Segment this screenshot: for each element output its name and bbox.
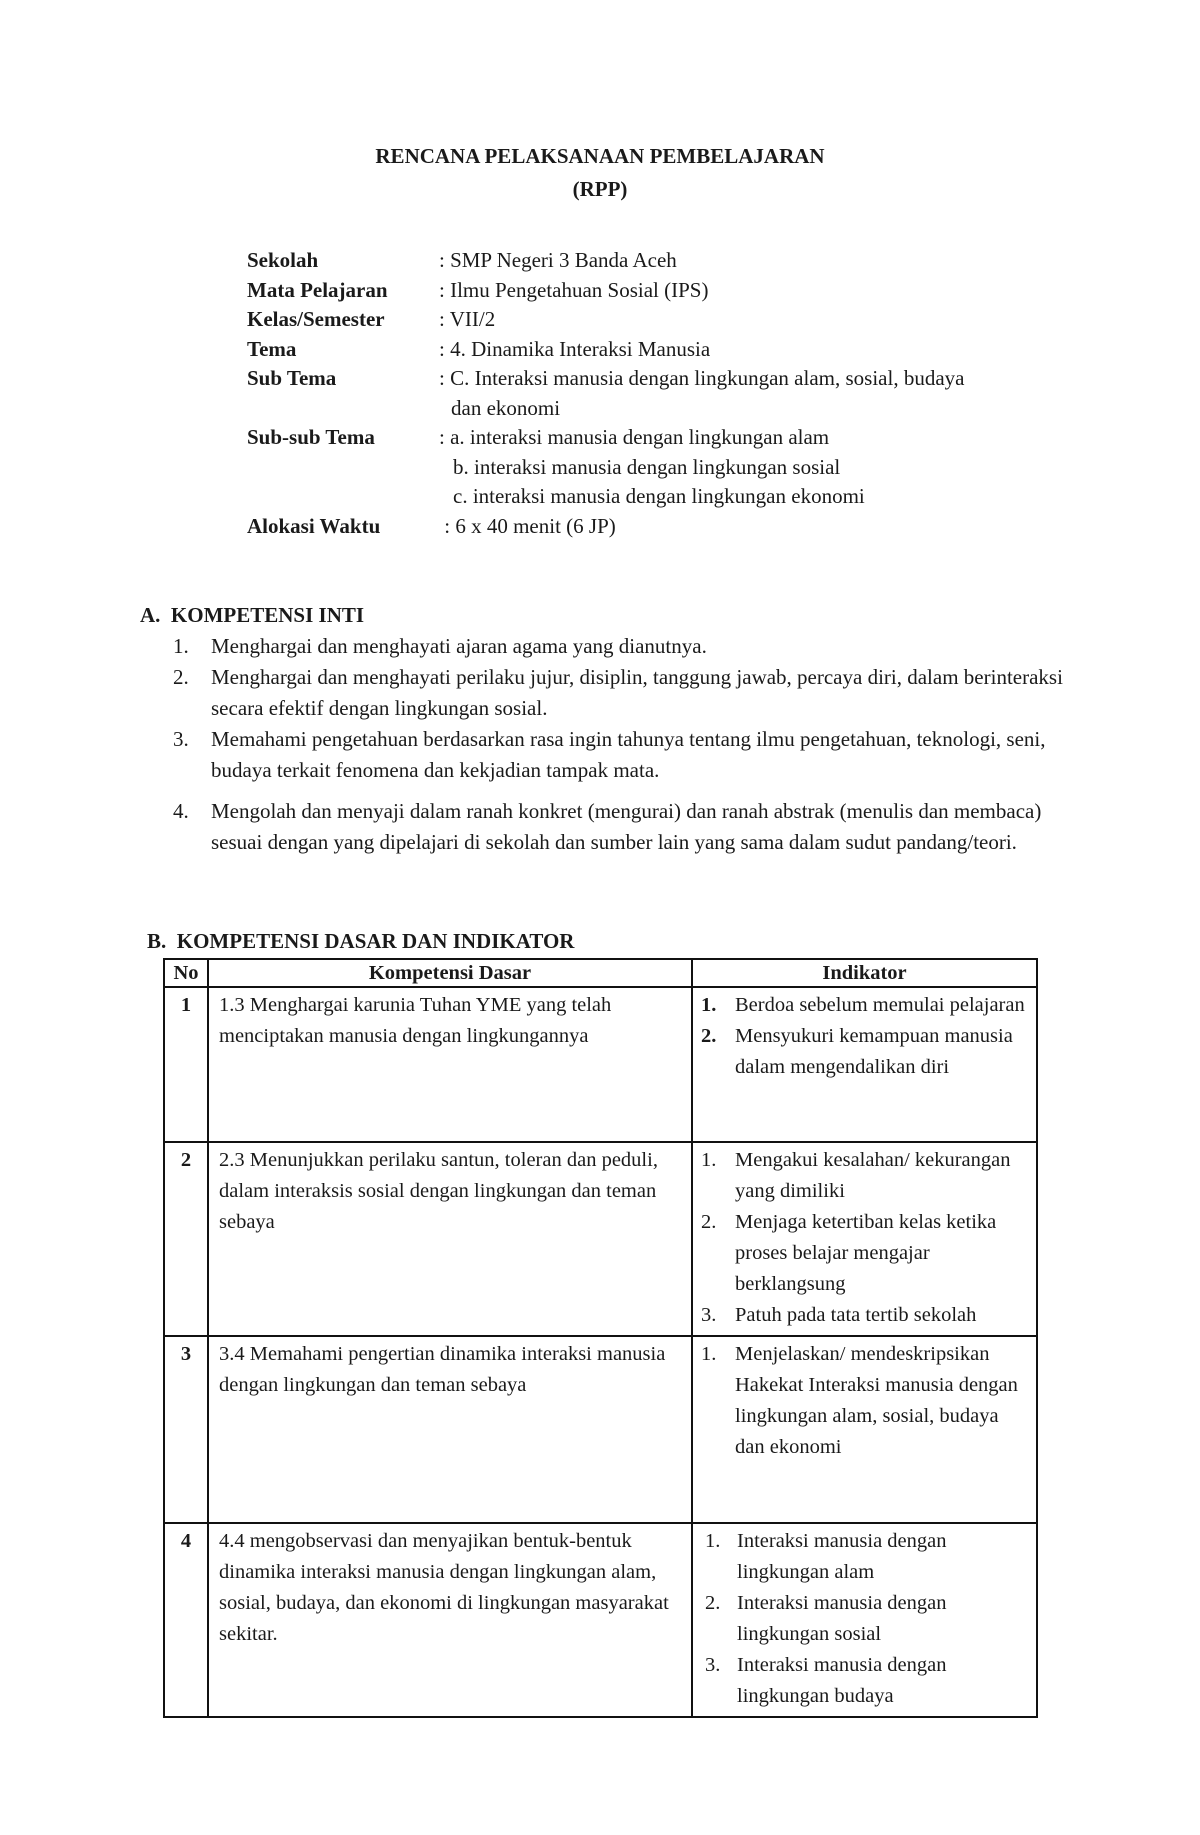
kompetensi-dasar-cell: 4.4 mengobservasi dan menyajikan bentuk-bentuk dinamika interaksi manusia dengan lingkungan alam, sosial, budaya, dan ekonomi di lingkungan masyarakat sekitar. <box>208 1523 692 1717</box>
table-row <box>164 987 1037 1142</box>
list-number: 1. <box>173 634 189 658</box>
list-text: Menjelaskan/ mendeskripsikan Hakekat Interaksi manusia dengan lingkungan alam, sosial, budaya dan ekonomi <box>735 1343 1018 1458</box>
info-value-line: : a. interaksi manusia dengan lingkungan alam <box>439 425 830 449</box>
info-value-continuation: b. interaksi manusia dengan lingkungan sosial <box>453 454 841 479</box>
list-number: 1. <box>701 994 717 1016</box>
list-number: 3. <box>705 1654 721 1676</box>
info-value-line: : C. Interaksi manusia dengan lingkungan alam, sosial, budaya <box>439 366 965 390</box>
list-text: Menghargai dan menghayati ajaran agama yang dianutnya. <box>211 634 707 658</box>
info-value: : 4. Dinamika Interaksi Manusia <box>439 336 711 361</box>
info-value-continuation: dan ekonomi <box>451 395 561 420</box>
info-row-sub-sub-tema <box>247 423 1059 512</box>
info-label: Sub-sub Tema <box>247 425 375 449</box>
info-value <box>439 423 1059 512</box>
section-b-heading: B. KOMPETENSI DASAR DAN INDIKATOR <box>147 929 575 953</box>
info-value: : SMP Negeri 3 Banda Aceh <box>439 248 677 272</box>
list-number: 1. <box>701 1149 717 1171</box>
list-item <box>699 1339 1030 1463</box>
indikator-cell <box>692 987 1037 1142</box>
list-item <box>173 796 1073 858</box>
info-row-tema <box>247 335 1059 365</box>
column-header-indikator: Indikator <box>692 959 1037 987</box>
document-title: RENCANA PELAKSANAAN PEMBELAJARAN <box>375 144 825 168</box>
row-number: 3 <box>164 1336 208 1523</box>
list-number: 2. <box>705 1592 721 1614</box>
list-number: 2. <box>701 1211 717 1233</box>
list-text: Interaksi manusia dengan lingkungan alam <box>737 1530 947 1583</box>
kompetensi-dasar-table <box>163 958 1038 1718</box>
kompetensi-inti-list <box>173 631 1073 858</box>
list-text: Memahami pengetahuan berdasarkan rasa ingin tahunya tentang ilmu pengetahuan, teknologi, seni, budaya terkait fenomena dan kekjadian tampak mata. <box>211 727 1046 782</box>
column-header-kompetensi-dasar: Kompetensi Dasar <box>208 959 692 987</box>
list-text: Menjaga ketertiban kelas ketika proses belajar mengajar berklangsung <box>735 1211 997 1295</box>
info-value-continuation: c. interaksi manusia dengan lingkungan ekonomi <box>453 484 865 508</box>
list-text: Mengolah dan menyaji dalam ranah konkret (mengurai) dan ranah abstrak (menulis dan membaca) sesuai dengan yang dipelajari di sekolah dan sumber lain yang sama dalam sudut pandang/teori. <box>211 799 1042 854</box>
info-value <box>439 364 1059 423</box>
info-row-kelas-semester <box>247 305 1059 335</box>
info-label: Alokasi Waktu <box>247 513 381 538</box>
info-label: Tema <box>247 336 297 361</box>
info-row-sekolah <box>247 246 1059 276</box>
list-text: Menghargai dan menghayati perilaku jujur, disiplin, tanggung jawab, percaya diri, dalam berinteraksi secara efektif dengan lingkungan sosial. <box>211 665 1063 720</box>
list-item <box>173 724 1073 786</box>
info-label: Sub Tema <box>247 366 337 390</box>
list-text: Berdoa sebelum memulai pelajaran <box>735 994 1025 1016</box>
list-item <box>699 1588 1030 1650</box>
list-item <box>173 662 1073 724</box>
table-row <box>164 1523 1037 1717</box>
list-number: 1. <box>705 1530 721 1552</box>
indikator-list <box>699 1339 1030 1463</box>
indikator-cell <box>692 1523 1037 1717</box>
list-text: Patuh pada tata tertib sekolah <box>735 1304 977 1326</box>
table-row <box>164 1142 1037 1336</box>
info-label: Sekolah <box>247 248 319 272</box>
indikator-cell <box>692 1336 1037 1523</box>
info-row-sub-tema <box>247 364 1059 423</box>
info-value: : Ilmu Pengetahuan Sosial (IPS) <box>439 277 709 302</box>
list-number: 2. <box>173 665 189 689</box>
list-number: 1. <box>701 1343 717 1365</box>
indikator-list <box>699 990 1030 1083</box>
list-text: Mensyukuri kemampuan manusia dalam mengendalikan diri <box>735 1025 1013 1078</box>
column-header-no: No <box>164 959 208 987</box>
row-number: 2 <box>164 1142 208 1336</box>
info-label: Kelas/Semester <box>247 307 385 331</box>
kompetensi-dasar-cell: 1.3 Menghargai karunia Tuhan YME yang telah menciptakan manusia dengan lingkungannya <box>208 987 692 1142</box>
list-text: Interaksi manusia dengan lingkungan sosial <box>737 1592 947 1645</box>
kompetensi-dasar-cell: 3.4 Memahami pengertian dinamika interaksi manusia dengan lingkungan dan teman sebaya <box>208 1336 692 1523</box>
info-value: : VII/2 <box>439 307 496 331</box>
list-text: Mengakui kesalahan/ kekurangan yang dimiliki <box>735 1149 1011 1202</box>
info-row-alokasi-waktu <box>247 512 1059 542</box>
list-number: 3. <box>701 1304 717 1326</box>
indikator-cell <box>692 1142 1037 1336</box>
list-number: 2. <box>701 1025 717 1047</box>
row-number: 4 <box>164 1523 208 1717</box>
identity-block <box>247 246 1059 541</box>
list-number: 3. <box>173 727 189 751</box>
info-row-mata-pelajaran <box>247 276 1059 306</box>
list-item <box>699 1207 1030 1300</box>
list-item <box>173 631 1073 662</box>
kompetensi-dasar-cell: 2.3 Menunjukkan perilaku santun, toleran dan peduli, dalam interaksis sosial dengan lingkungan dan teman sebaya <box>208 1142 692 1336</box>
info-value: : 6 x 40 menit (6 JP) <box>439 513 616 538</box>
list-item <box>699 990 1030 1021</box>
section-a-heading: A. KOMPETENSI INTI <box>140 603 365 627</box>
list-item <box>699 1300 1030 1331</box>
list-number: 4. <box>173 799 189 823</box>
list-item <box>699 1021 1030 1083</box>
table-row <box>164 1336 1037 1523</box>
list-item <box>699 1526 1030 1588</box>
row-number: 1 <box>164 987 208 1142</box>
list-item <box>699 1650 1030 1712</box>
list-text: Interaksi manusia dengan lingkungan budaya <box>737 1654 947 1707</box>
document-subtitle: (RPP) <box>572 177 628 201</box>
info-label: Mata Pelajaran <box>247 277 388 302</box>
indikator-list <box>699 1145 1030 1331</box>
indikator-list <box>699 1526 1030 1712</box>
list-item <box>699 1145 1030 1207</box>
table-header-row <box>164 959 1037 987</box>
